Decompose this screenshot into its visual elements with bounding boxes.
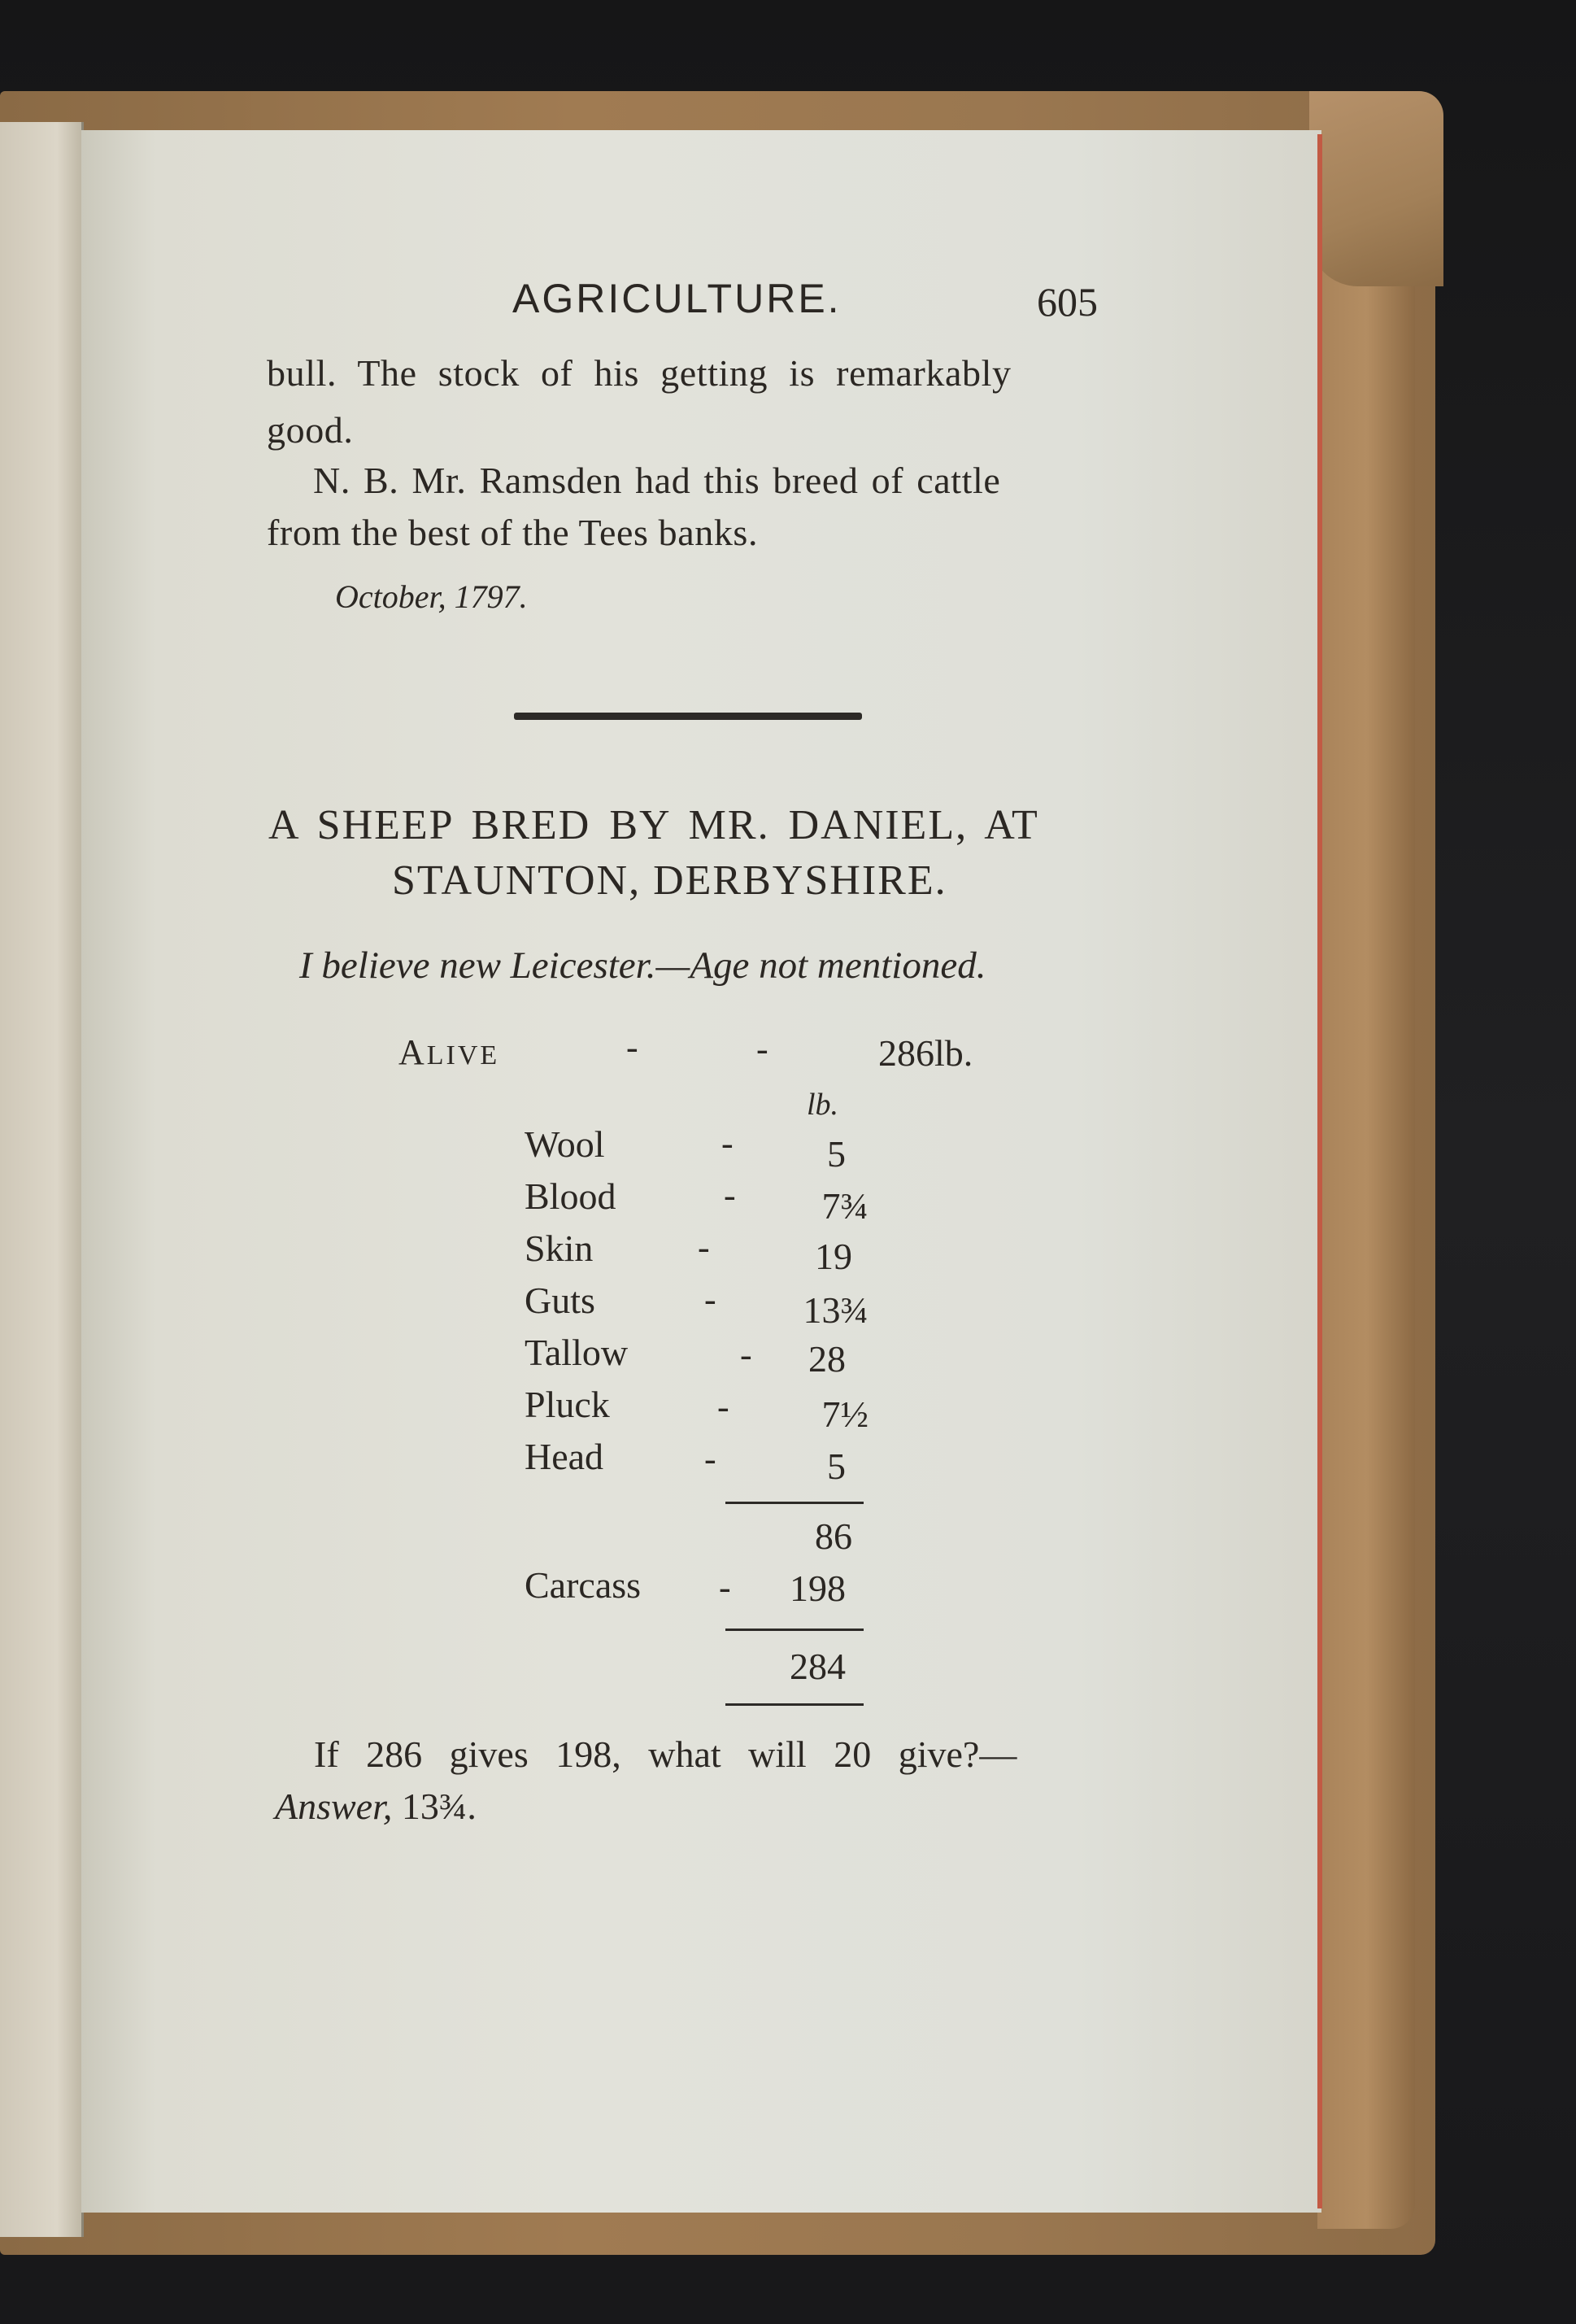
table-row-label: Tallow bbox=[525, 1332, 629, 1373]
text-line: bull. The stock of his getting is remarkably bbox=[267, 352, 1012, 394]
text-line: N. B. Mr. Ramsden had this breed of cattle bbox=[313, 460, 1001, 501]
leader-dash: - bbox=[698, 1227, 710, 1267]
article-heading: A SHEEP BRED BY MR. DANIEL, AT bbox=[268, 802, 1039, 848]
total-value: 284 bbox=[790, 1646, 846, 1687]
leader-dash: - bbox=[704, 1280, 716, 1319]
table-row-value: 13¾ bbox=[803, 1289, 869, 1331]
table-row-label: Skin bbox=[525, 1227, 594, 1269]
page-number: 605 bbox=[1037, 279, 1098, 325]
subtotal-value: 86 bbox=[815, 1515, 852, 1557]
running-head: AGRICULTURE. bbox=[512, 276, 842, 321]
sum-rule bbox=[725, 1502, 864, 1504]
left-page-edge bbox=[0, 122, 84, 2237]
red-page-edge bbox=[1317, 134, 1322, 2208]
answer-value: 13¾. bbox=[401, 1786, 477, 1827]
leader-dash: - bbox=[704, 1439, 716, 1479]
unit-header: lb. bbox=[807, 1088, 839, 1122]
cover-corner bbox=[1309, 91, 1443, 286]
table-row-label: Head bbox=[525, 1436, 604, 1477]
table-row-label: Guts bbox=[525, 1280, 595, 1321]
table-row-value: 7¾ bbox=[821, 1185, 869, 1227]
dateline: October, 1797. bbox=[335, 578, 528, 615]
alive-label bbox=[398, 1031, 499, 1073]
sum-rule bbox=[725, 1629, 864, 1631]
section-divider bbox=[514, 713, 862, 720]
table-row-value: 5 bbox=[827, 1133, 846, 1175]
leader-dash: - bbox=[724, 1175, 736, 1215]
leader-dash: - bbox=[719, 1568, 731, 1607]
leader-dash: - bbox=[756, 1029, 768, 1069]
text-line: from the best of the Tees banks. bbox=[267, 512, 759, 553]
table-row-value: 19 bbox=[815, 1236, 852, 1277]
table-row-value: 7½ bbox=[821, 1393, 869, 1435]
carcass-value: 198 bbox=[790, 1568, 846, 1609]
calculation-answer bbox=[275, 1785, 477, 1828]
alive-weight: 286lb. bbox=[878, 1032, 973, 1074]
article-subheading: I believe new Leicester.—Age not mentioned. bbox=[299, 944, 986, 987]
leader-dash: - bbox=[717, 1387, 729, 1427]
table-row-value: 5 bbox=[827, 1445, 846, 1487]
carcass-label: Carcass bbox=[525, 1564, 642, 1606]
table-row-value: 28 bbox=[808, 1338, 846, 1380]
table-row-label: Blood bbox=[525, 1175, 616, 1217]
alive-initial: A bbox=[398, 1032, 427, 1072]
answer-label: Answer, bbox=[275, 1786, 393, 1827]
text-line: good. bbox=[267, 409, 354, 451]
table-row-label: Pluck bbox=[525, 1384, 610, 1425]
leader-dash: - bbox=[626, 1027, 638, 1067]
alive-rest: LIVE bbox=[426, 1040, 500, 1070]
sum-rule bbox=[725, 1703, 864, 1706]
leader-dash: - bbox=[740, 1335, 752, 1375]
calculation-question: If 286 gives 198, what will 20 give?— bbox=[314, 1733, 1017, 1775]
table-row-label: Wool bbox=[525, 1123, 605, 1165]
cover-edge bbox=[1317, 114, 1415, 2229]
article-heading: STAUNTON, DERBYSHIRE. bbox=[392, 857, 947, 904]
leader-dash: - bbox=[721, 1123, 734, 1163]
